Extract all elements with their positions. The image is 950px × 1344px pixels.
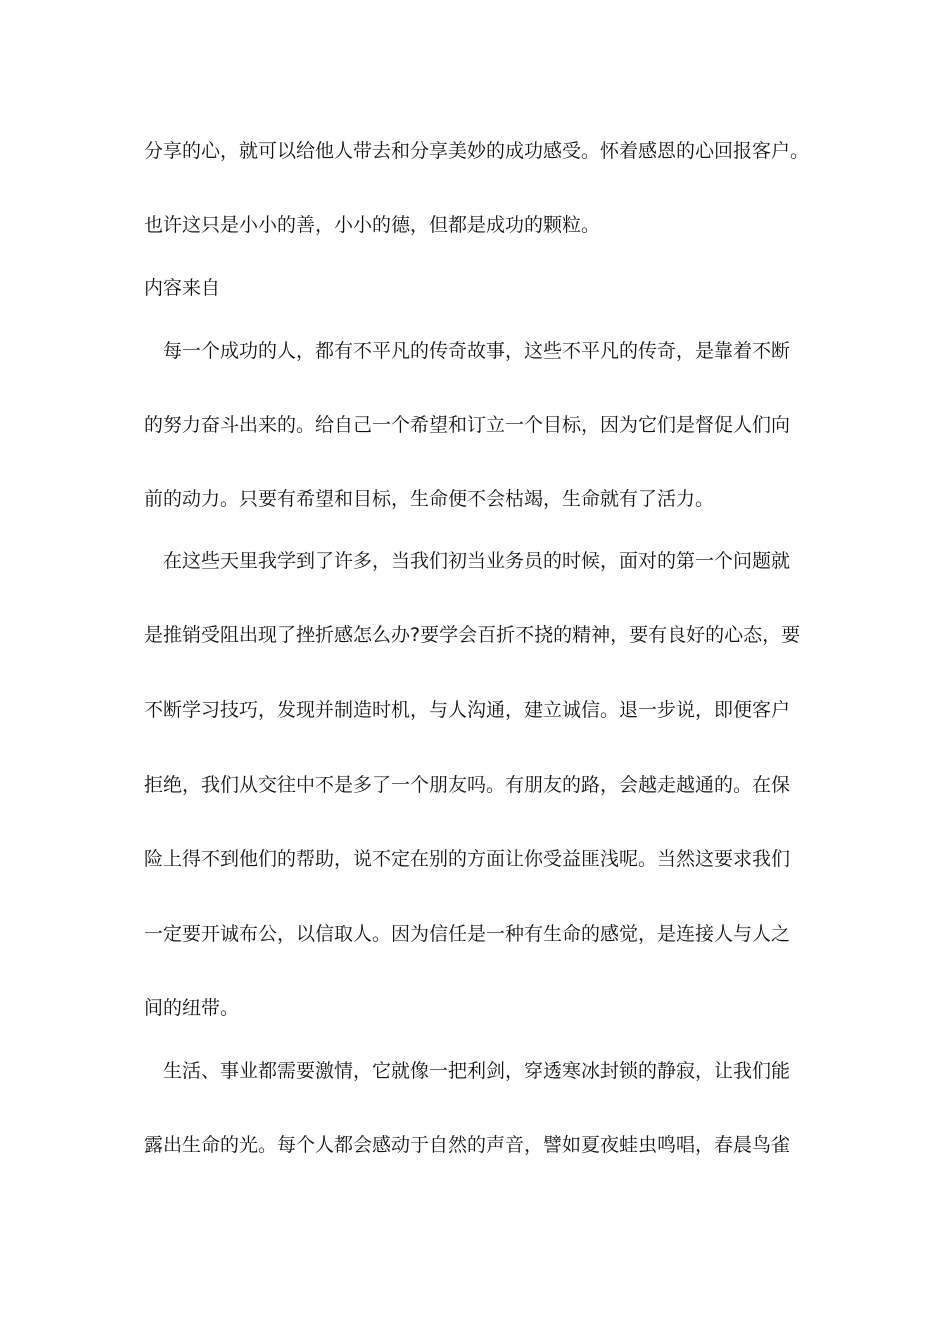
text-line: 内容来自 xyxy=(144,277,221,299)
paragraph-start-line: 生活、事业都需要激情，它就像一把利剑，穿透寒冰封锁的静寂，让我们能 xyxy=(163,1060,791,1082)
paragraph-start-line: 每一个成功的人，都有不平凡的传奇故事，这些不平凡的传奇，是靠着不断 xyxy=(163,340,791,362)
text-line: 一定要开诚布公，以信取人。因为信任是一种有生命的感觉，是连接人与人之 xyxy=(144,923,791,945)
text-line: 是推销受阻出现了挫折感怎么办?要学会百折不挠的精神，要有良好的心态，要 xyxy=(144,624,801,646)
text-line: 前的动力。只要有希望和目标，生命便不会枯竭，生命就有了活力。 xyxy=(144,488,715,510)
text-line: 露出生命的光。每个人都会感动于自然的声音，譬如夏夜蛙虫鸣唱，春晨鸟雀 xyxy=(144,1134,791,1156)
paragraph-start-line: 在这些天里我学到了许多，当我们初当业务员的时候，面对的第一个问题就 xyxy=(163,550,791,572)
text-line: 拒绝，我们从交往中不是多了一个朋友吗。有朋友的路，会越走越通的。在保 xyxy=(144,774,791,796)
text-line: 分享的心，就可以给他人带去和分享美妙的成功感受。怀着感恩的心回报客户。 xyxy=(144,140,810,162)
text-line: 险上得不到他们的帮助，说不定在别的方面让你受益匪浅呢。当然这要求我们 xyxy=(144,848,791,870)
text-line: 间的纽带。 xyxy=(144,997,240,1019)
text-line: 的努力奋斗出来的。给自己一个希望和订立一个目标，因为它们是督促人们向 xyxy=(144,414,791,436)
text-line: 也许这只是小小的善，小小的德，但都是成功的颗粒。 xyxy=(144,214,601,236)
text-line: 不断学习技巧，发现并制造时机，与人沟通，建立诚信。退一步说，即便客户 xyxy=(144,699,791,721)
